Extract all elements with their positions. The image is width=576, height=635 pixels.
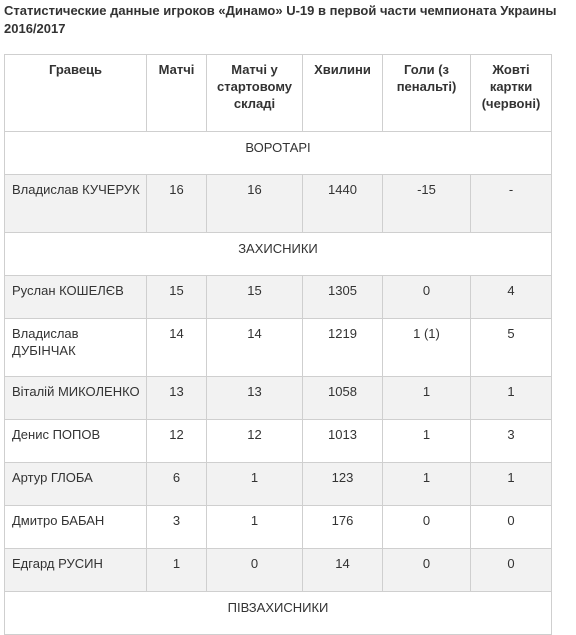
- cards-cell: 0: [471, 506, 552, 549]
- section-row-goalkeepers: [5, 132, 552, 175]
- table-header-row: [5, 55, 552, 132]
- table-row: [5, 319, 552, 377]
- player-name: Дмитро БАБАН: [5, 506, 147, 549]
- minutes-cell: 1440: [303, 175, 383, 233]
- matches-cell: 15: [147, 276, 207, 319]
- player-name: Едгард РУСИН: [5, 549, 147, 592]
- goals-cell: 0: [383, 506, 471, 549]
- table-row: [5, 463, 552, 506]
- matches-cell: 6: [147, 463, 207, 506]
- header-minutes: Хвилини: [303, 55, 383, 132]
- cards-cell: 1: [471, 463, 552, 506]
- table-row: [5, 549, 552, 592]
- starts-cell: 15: [207, 276, 303, 319]
- minutes-cell: 123: [303, 463, 383, 506]
- player-name: Віталій МИКОЛЕНКО: [5, 377, 147, 420]
- section-row-midfielders: [5, 592, 552, 635]
- matches-cell: 13: [147, 377, 207, 420]
- header-goals: Голи (з пенальті): [383, 55, 471, 132]
- player-name: Владислав КУЧЕРУК: [5, 175, 147, 233]
- header-starts: Матчі у стартовому складі: [207, 55, 303, 132]
- table-row: [5, 175, 552, 233]
- player-name: Денис ПОПОВ: [5, 420, 147, 463]
- section-label: ПІВЗАХИСНИКИ: [5, 592, 552, 635]
- starts-cell: 12: [207, 420, 303, 463]
- goals-cell: -15: [383, 175, 471, 233]
- cards-cell: 1: [471, 377, 552, 420]
- cards-cell: 4: [471, 276, 552, 319]
- cards-cell: 0: [471, 549, 552, 592]
- goals-cell: 1: [383, 420, 471, 463]
- matches-cell: 16: [147, 175, 207, 233]
- starts-cell: 16: [207, 175, 303, 233]
- section-row-defenders: [5, 233, 552, 276]
- player-name: Руслан КОШЕЛЄВ: [5, 276, 147, 319]
- starts-cell: 0: [207, 549, 303, 592]
- header-matches: Матчі: [147, 55, 207, 132]
- section-label: ЗАХИСНИКИ: [5, 233, 552, 276]
- page-title: Статистические данные игроков «Динамо» U-19 в первой части чемпионата Украины 2016/2017: [4, 3, 557, 36]
- table-row: [5, 276, 552, 319]
- matches-cell: 3: [147, 506, 207, 549]
- header-player: Гравець: [5, 55, 147, 132]
- starts-cell: 13: [207, 377, 303, 420]
- starts-cell: 1: [207, 506, 303, 549]
- cards-cell: 5: [471, 319, 552, 377]
- goals-cell: 0: [383, 276, 471, 319]
- matches-cell: 1: [147, 549, 207, 592]
- matches-cell: 12: [147, 420, 207, 463]
- stats-table: [4, 54, 552, 635]
- goals-cell: 1 (1): [383, 319, 471, 377]
- table-row: [5, 377, 552, 420]
- minutes-cell: 1013: [303, 420, 383, 463]
- minutes-cell: 176: [303, 506, 383, 549]
- minutes-cell: 1058: [303, 377, 383, 420]
- header-cards: Жовті картки (червоні): [471, 55, 552, 132]
- cards-cell: -: [471, 175, 552, 233]
- starts-cell: 1: [207, 463, 303, 506]
- table-row: [5, 420, 552, 463]
- minutes-cell: 1219: [303, 319, 383, 377]
- matches-cell: 14: [147, 319, 207, 377]
- player-name: Артур ГЛОБА: [5, 463, 147, 506]
- goals-cell: 1: [383, 463, 471, 506]
- minutes-cell: 14: [303, 549, 383, 592]
- cards-cell: 3: [471, 420, 552, 463]
- section-label: ВОРОТАРІ: [5, 132, 552, 175]
- starts-cell: 14: [207, 319, 303, 377]
- goals-cell: 0: [383, 549, 471, 592]
- goals-cell: 1: [383, 377, 471, 420]
- player-name: Владислав ДУБІНЧАК: [5, 319, 147, 377]
- table-row: [5, 506, 552, 549]
- minutes-cell: 1305: [303, 276, 383, 319]
